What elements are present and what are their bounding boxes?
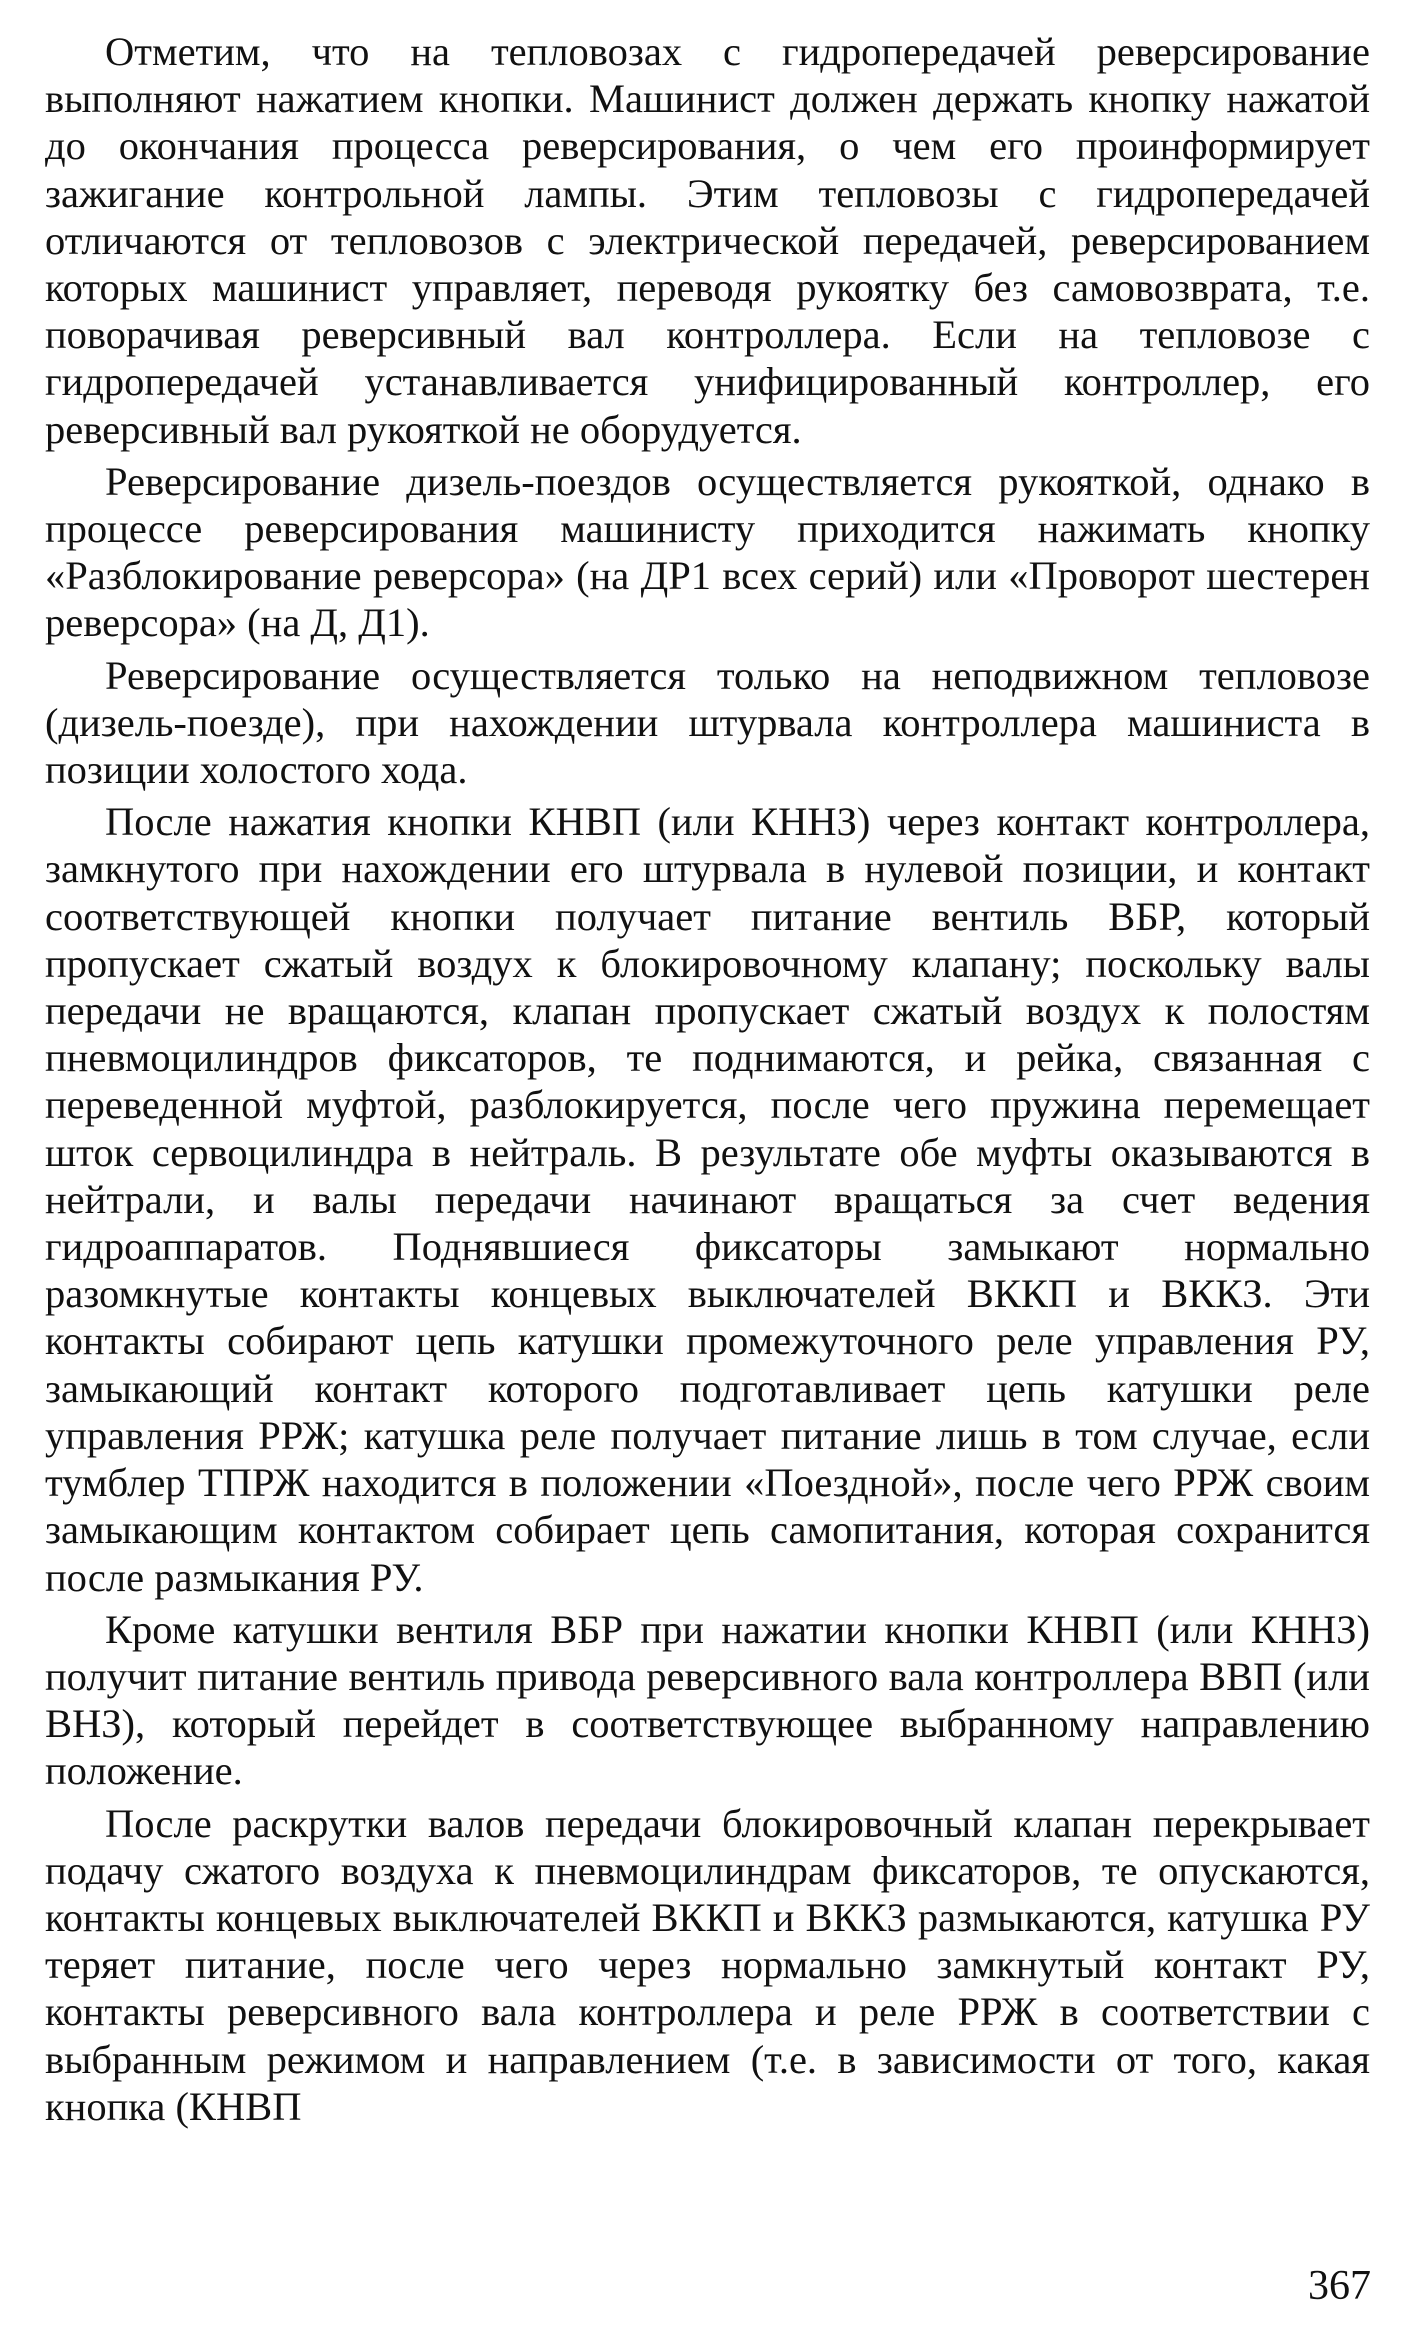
paragraph: После раскрутки валов передачи блокировочный клапан перекрывает подачу сжатого воздуха к пневмоцилиндрам фиксаторов, те опускаются, контакты концевых выключателей ВККП и ВККЗ размыкаются, катушка РУ теряет питание, после чего через нормально замкнутый контакт РУ, контакты реверсивного вала контроллера и реле РРЖ в соответствии с выбранным режимом и направлением (т.е. в зависимости от того, какая кнопка (КНВП: [45, 1800, 1370, 2129]
paragraph: Отметим, что на тепловозах с гидропередачей реверсирование выполняют нажатием кнопки. Машинист должен держать кнопку нажатой до окончания процесса реверсирования, о чем его проинформирует зажигание контрольной лампы. Этим тепловозы с гидропередачей отличаются от тепловозов с электрической передачей, реверсированием которых машинист управляет, переводя рукоятку без самовозврата, т.е. поворачивая реверсивный вал контроллера. Если на тепловозе с гидропередачей устанавливается унифицированный контроллер, его реверсивный вал рукояткой не оборудуется.: [45, 29, 1370, 452]
paragraph: Реверсирование дизель-поездов осуществляется рукояткой, однако в процессе реверсирования машинисту приходится нажимать кнопку «Разблокирование реверсора» (на ДР1 всех серий) или «Проворот шестерен реверсора» (на Д, Д1).: [45, 458, 1370, 646]
page-number: 367: [1308, 2263, 1371, 2309]
body-text: [45, 28, 1370, 2130]
paragraph: Реверсирование осуществляется только на неподвижном тепловозе (дизель-поезде), при нахождении штурвала контроллера машиниста в позиции холостого хода.: [45, 652, 1370, 793]
paragraph: Кроме катушки вентиля ВБР при нажатии кнопки КНВП (или КННЗ) получит питание вентиль привода реверсивного вала контроллера ВВП (или ВНЗ), который перейдет в соответствующее выбранному направлению положение.: [45, 1606, 1370, 1794]
paragraph: После нажатия кнопки КНВП (или КННЗ) через контакт контроллера, замкнутого при нахождении его штурвала в нулевой позиции, и контакт соответствующей кнопки получает питание вентиль ВБР, который пропускает сжатый воздух к блокировочному клапану; поскольку валы передачи не вращаются, клапан пропускает сжатый воздух к полостям пневмоцилиндров фиксаторов, те поднимаются, и рейка, связанная с переведенной муфтой, разблокируется, после чего пружина перемещает шток сервоцилиндра в нейтраль. В результате обе муфты оказываются в нейтрали, и валы передачи начинают вращаться за счет ведения гидроаппаратов. Поднявшиеся фиксаторы замыкают нормально разомкнутые контакты концевых выключателей ВККП и ВККЗ. Эти контакты собирают цепь катушки промежуточного реле управления РУ, замыкающий контакт которого подготавливает цепь катушки реле управления РРЖ; катушка реле получает питание лишь в том случае, если тумблер ТПРЖ находится в положении «Поездной», после чего РРЖ своим замыкающим контактом собирает цепь самопитания, которая сохранится после размыкания РУ.: [45, 799, 1370, 1600]
